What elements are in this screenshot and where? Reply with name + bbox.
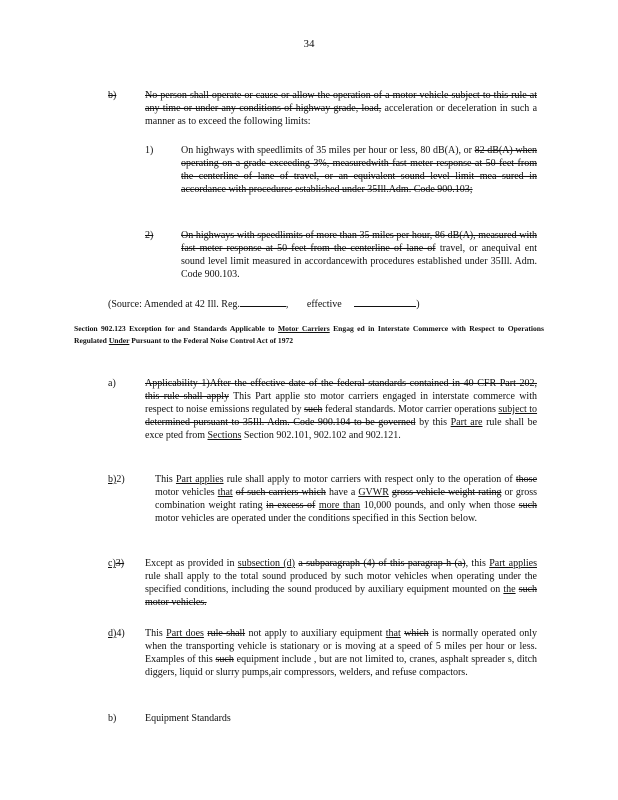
body-text: have a	[328, 487, 356, 498]
underlined-text: subject to	[498, 404, 538, 415]
blank-line	[240, 296, 286, 307]
body-text: acceleration or deceleration in such a manner as to exceed the following limits:	[145, 103, 538, 127]
item-label-a: a)	[108, 378, 116, 389]
label-2-struck: 2)	[145, 230, 154, 241]
item-label-b-last: b)	[108, 713, 117, 724]
heading-text: Engag ed in Interstate Commerce with Respect to Operations Regulated	[74, 324, 544, 345]
struck-text: such	[304, 404, 323, 415]
struck-text: Applicability 1)After the effective date of the federal standards contained in 40 CFR Part 202, this rule shall apply	[145, 378, 537, 402]
underlined-text: the	[503, 584, 516, 595]
struck-text: determined pursuant to 35Ill. Adm. Code 900.104 to be governed	[145, 417, 416, 428]
paragraph-d4	[145, 627, 537, 679]
underlined-text: Part applies	[175, 474, 224, 485]
heading-underlined: Motor Carriers	[277, 324, 330, 333]
body-text: motor vehicles	[155, 487, 215, 498]
struck-text: in excess of	[266, 500, 316, 511]
body-text: Except as provided in	[145, 558, 235, 569]
struck-text: such motor vehicles.	[145, 584, 538, 608]
body-text: 10,000 pounds, and only when those	[363, 500, 516, 511]
heading-underlined: Under	[108, 336, 130, 345]
body-text: rule shall be exce pted from	[145, 417, 538, 441]
blank-line	[354, 296, 416, 307]
struck-text: a subparagraph (4) of this paragrap h (a)	[298, 558, 466, 569]
heading-text: Section 902.123 Exception for and Standards Applicable to	[74, 324, 275, 333]
underlined-text: subsection (d)	[237, 558, 296, 569]
label-rest: 2)	[116, 474, 125, 485]
body-text: travel, or anequival ent sound level limit measured in accordancewith procedures established under 35Ill. Adm. Code 900.103.	[181, 243, 537, 280]
struck-text: which	[404, 628, 429, 639]
item-label-2	[145, 229, 153, 242]
struck-text: No person shall operate or cause or allow the operation of a motor vehicle subject to this rule at any time or under any conditions of highway grade, load,	[145, 90, 537, 114]
underlined-text: Part applies	[489, 558, 537, 569]
label-rest: 4)	[116, 628, 125, 639]
paragraph-b-last: Equipment Standards	[145, 713, 231, 724]
body-text: motor vehicles are operated under the conditions specified in this Section below.	[155, 513, 478, 524]
section-heading	[74, 323, 544, 347]
body-text: or gross combination weight rating	[155, 487, 538, 511]
paragraph-2	[181, 229, 537, 281]
paragraph-a	[145, 377, 537, 442]
label-underlined: b)	[108, 474, 117, 485]
body-text: On highways with speedlimits of 35 miles per hour or less, 80 dB(A), or	[181, 145, 472, 156]
label-underlined: c)	[108, 558, 116, 569]
source-close: )	[416, 299, 420, 310]
underlined-text: that	[385, 628, 401, 639]
item-label-d4	[108, 627, 125, 640]
struck-text: such	[215, 654, 234, 665]
label-b-struck: b)	[108, 90, 117, 101]
source-prefix: (Source: Amended at 42 Ill. Reg.	[108, 299, 240, 310]
body-text: not apply to auxiliary equipment	[248, 628, 383, 639]
underlined-text: more than	[318, 500, 361, 511]
paragraph-1	[181, 144, 537, 196]
struck-text: those	[515, 474, 538, 485]
label-struck: 3)	[115, 558, 125, 569]
page-number: 34	[303, 38, 315, 50]
struck-text: gross vehicle weight rating	[391, 487, 502, 498]
struck-text: rule shall	[207, 628, 246, 639]
paragraph-c3	[145, 557, 537, 609]
body-text: rule shall apply to the total sound produced by such motor vehicles when operating under the specified conditions, including the sound produced by auxiliary equipment mounted on	[145, 571, 537, 595]
source-note	[108, 296, 420, 311]
underlined-text: Part are	[450, 417, 483, 428]
item-label-1: 1)	[145, 145, 154, 156]
body-text: equipment include , but are not limited to, cranes, asphalt spreader s, ditch diggers, liquid or slurry pumps,air compressors, welders, and refuse compactors.	[145, 654, 538, 678]
underlined-text: that	[217, 487, 233, 498]
struck-text: of such carriers which	[235, 487, 326, 498]
body-text: is normally operated only when the transporting vehicle is stationary or is moving at a speed of 5 miles per hour or less. Examples of this	[145, 628, 538, 665]
body-text: This Part applie sto motor carriers engaged in interstate commerce with respect to noise emissions regulated by	[145, 391, 537, 415]
item-label-b	[108, 89, 116, 102]
body-text: federal standards. Motor carrier operations	[324, 404, 496, 415]
underlined-text: Sections	[207, 430, 242, 441]
struck-text: such	[518, 500, 538, 511]
body-text: , this	[465, 558, 486, 569]
paragraph-b-old	[145, 89, 537, 128]
label-underlined: d)	[108, 628, 117, 639]
underlined-text: Part does	[166, 628, 204, 639]
body-text: This	[145, 628, 163, 639]
source-comma: ,	[285, 299, 289, 310]
item-label-c3	[108, 557, 124, 570]
body-text: rule shall apply to motor carriers with respect only to the operation of	[226, 474, 513, 485]
heading-text: Pursuant to the Federal Noise Control Act of 1972	[131, 336, 294, 345]
item-label-b2	[108, 473, 125, 486]
body-text: This	[155, 474, 173, 485]
struck-text: 82 dB(A) when operating on a grade exceeding 3%, measuredwith fast meter response at 50 feet from the centerline of lane of travel, or an equivalent sound level limit mea sured in accordance with procedures established under 35Ill.Adm. Code 900.103;	[181, 145, 538, 195]
body-text: Section 902.101, 902.102 and 902.121.	[243, 430, 401, 441]
body-text: by this	[419, 417, 448, 428]
struck-text: On highways with speedlimits of more than 35 miles per hour, 86 dB(A), measured with fast meter response at 50 feet from the centerline of lane of	[181, 230, 537, 254]
paragraph-b2	[155, 473, 537, 525]
underlined-text: GVWR	[358, 487, 389, 498]
source-effective: effective	[306, 299, 342, 310]
